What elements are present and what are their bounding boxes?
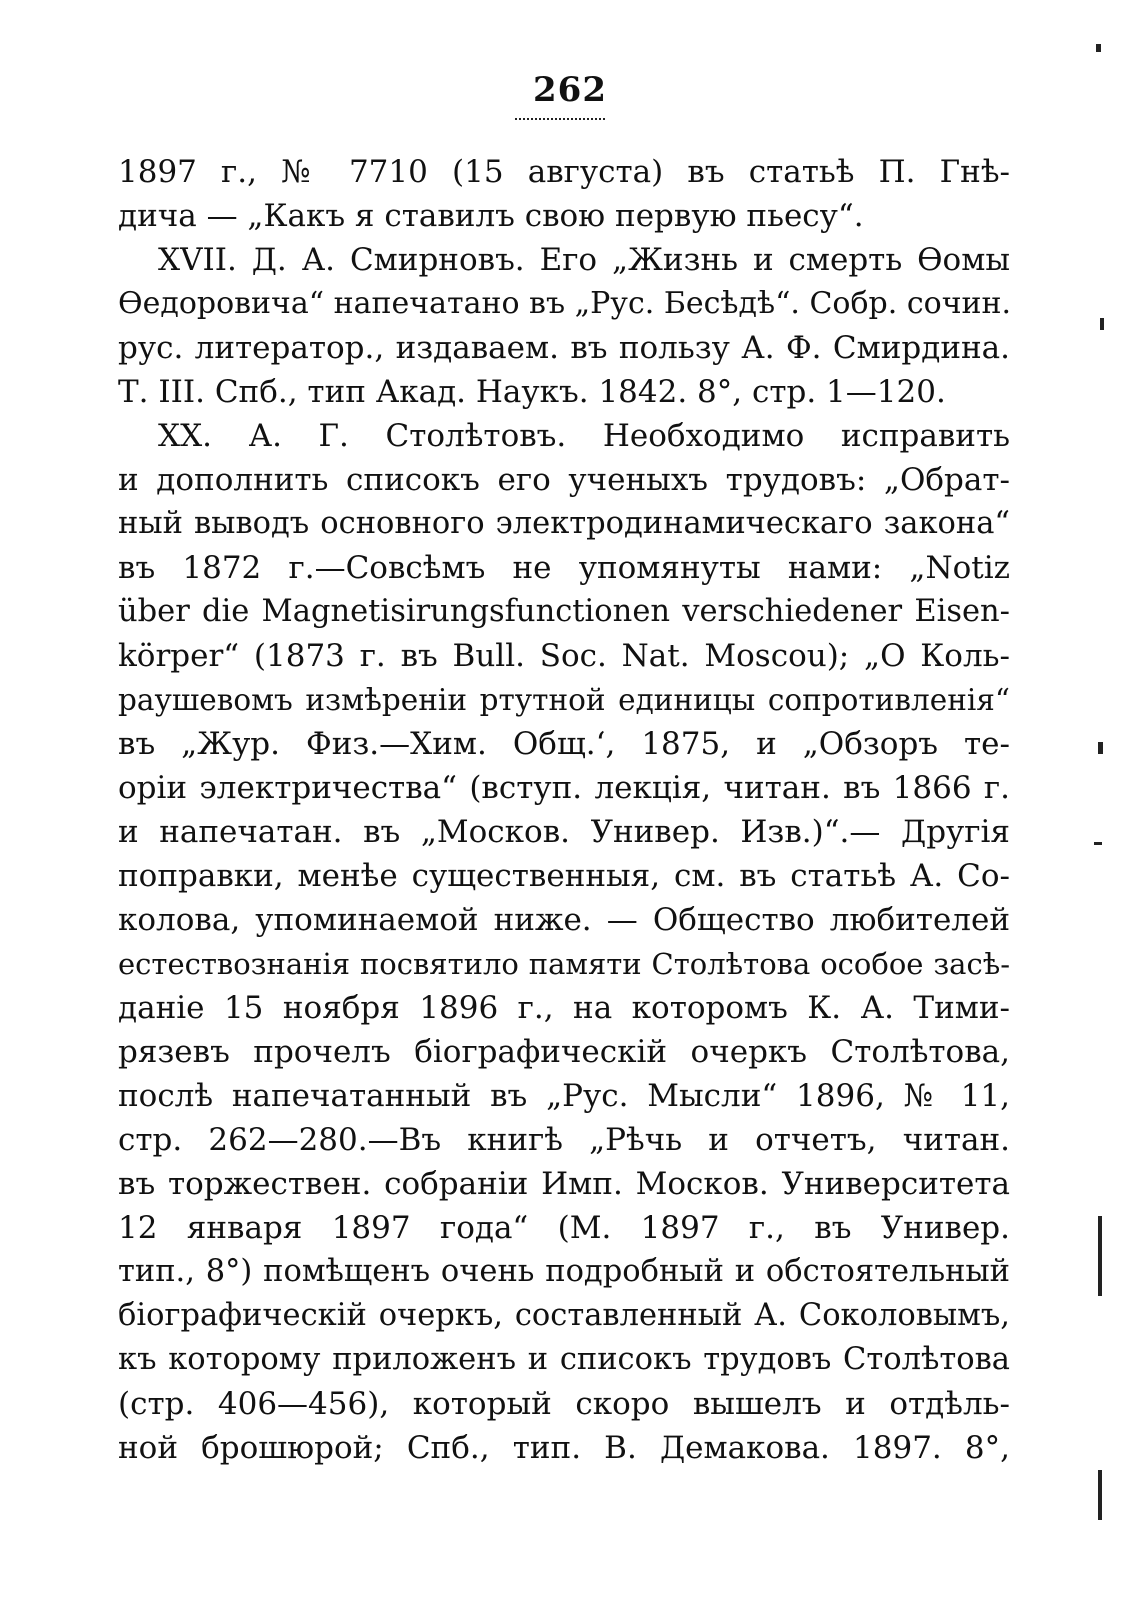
text-line: körper“ (1873 г. въ Bull. Soc. Nat. Moscou); „О Коль-: [118, 638, 1010, 674]
text-line: и напечатан. въ „Москов. Универ. Изв.)“.— Другія: [118, 814, 1010, 850]
text-line: XVII. Д. А. Смирновъ. Его „Жизнь и смерть Ѳомы: [158, 242, 1010, 278]
text-line: 1897 г., № 7710 (15 августа) въ статьѣ П. Гнѣ-: [118, 154, 1010, 190]
scan-mark: [1098, 742, 1103, 754]
scan-mark: [1098, 1216, 1102, 1296]
text-line: въ 1872 г.—Совсѣмъ не упомянуты нами: „Notiz: [118, 550, 1010, 586]
text-line: тип., 8°) помѣщенъ очень подробный и обстоятельный: [118, 1254, 1010, 1289]
page-number: 262: [533, 70, 607, 110]
scan-mark: [1096, 44, 1101, 52]
scan-mark: [1094, 842, 1102, 845]
page-number-rule: [515, 118, 605, 120]
text-line: послѣ напечатанный въ „Рус. Мысли“ 1896, № 11,: [118, 1078, 1010, 1114]
scan-mark: [1098, 1470, 1102, 1520]
text-line: стр. 262—280.—Въ книгѣ „Рѣчь и отчетъ, читан.: [118, 1122, 1010, 1158]
text-line: über die Magnetisirungsfunctionen verschiedener Eisen-: [118, 594, 1010, 629]
text-line: колова, упоминаемой ниже. — Общество любителей: [118, 902, 1010, 938]
text-line: (стр. 406—456), который скоро вышелъ и отдѣль-: [118, 1386, 1010, 1422]
text-line: XX. А. Г. Столѣтовъ. Необходимо исправить: [158, 418, 1010, 454]
text-line: Ѳедоровича“ напечатано въ „Рус. Бесѣдѣ“. Собр. сочин.: [118, 286, 1012, 321]
scan-mark: [1100, 318, 1104, 330]
text-line: 12 января 1897 года“ (М. 1897 г., въ Унивеp.: [118, 1210, 1010, 1246]
text-line: біографическій очеркъ, составленный А. Соколовымъ,: [118, 1298, 1010, 1333]
text-line: и дополнить списокъ его ученыхъ трудовъ: „Обрат-: [118, 462, 1010, 498]
text-line: ный выводъ основного электродинамическаго закона“: [118, 506, 1010, 541]
text-line: рязевъ прочелъ біографическій очеркъ Столѣтова,: [118, 1034, 1010, 1070]
text-line: Т. III. Спб., тип Акад. Наукъ. 1842. 8°, стр. 1—120.: [118, 374, 946, 410]
text-line: къ которому приложенъ и списокъ трудовъ Столѣтова: [118, 1342, 1010, 1377]
text-line: въ торжествен. собраніи Имп. Москов. Университета: [118, 1166, 1010, 1202]
text-line: дича — „Какъ я ставилъ свою первую пьесу“.: [118, 198, 864, 234]
text-line: естествознанія посвятило памяти Столѣтова особое засѣ-: [118, 947, 1010, 981]
text-line: рус. литератор., издаваем. въ пользу А. Ф. Смирдина.: [118, 330, 1010, 366]
text-line: въ „Жур. Физ.—Хим. Общ.‘, 1875, и „Обзоръ те-: [118, 726, 1010, 762]
text-line: оріи электричества“ (вступ. лекція, читан. въ 1866 г.: [118, 770, 1010, 806]
text-line: поправки, менѣе существенныя, см. въ статьѣ А. Со-: [118, 858, 1010, 894]
body-text: [118, 150, 1010, 1470]
text-line: даніе 15 ноября 1896 г., на которомъ К. А. Тими-: [118, 990, 1010, 1026]
text-line: раушевомъ измѣреніи ртутной единицы сопротивленія“: [118, 683, 1010, 717]
text-line: ной брошюрой; Спб., тип. В. Демакова. 1897. 8°,: [118, 1430, 1010, 1466]
